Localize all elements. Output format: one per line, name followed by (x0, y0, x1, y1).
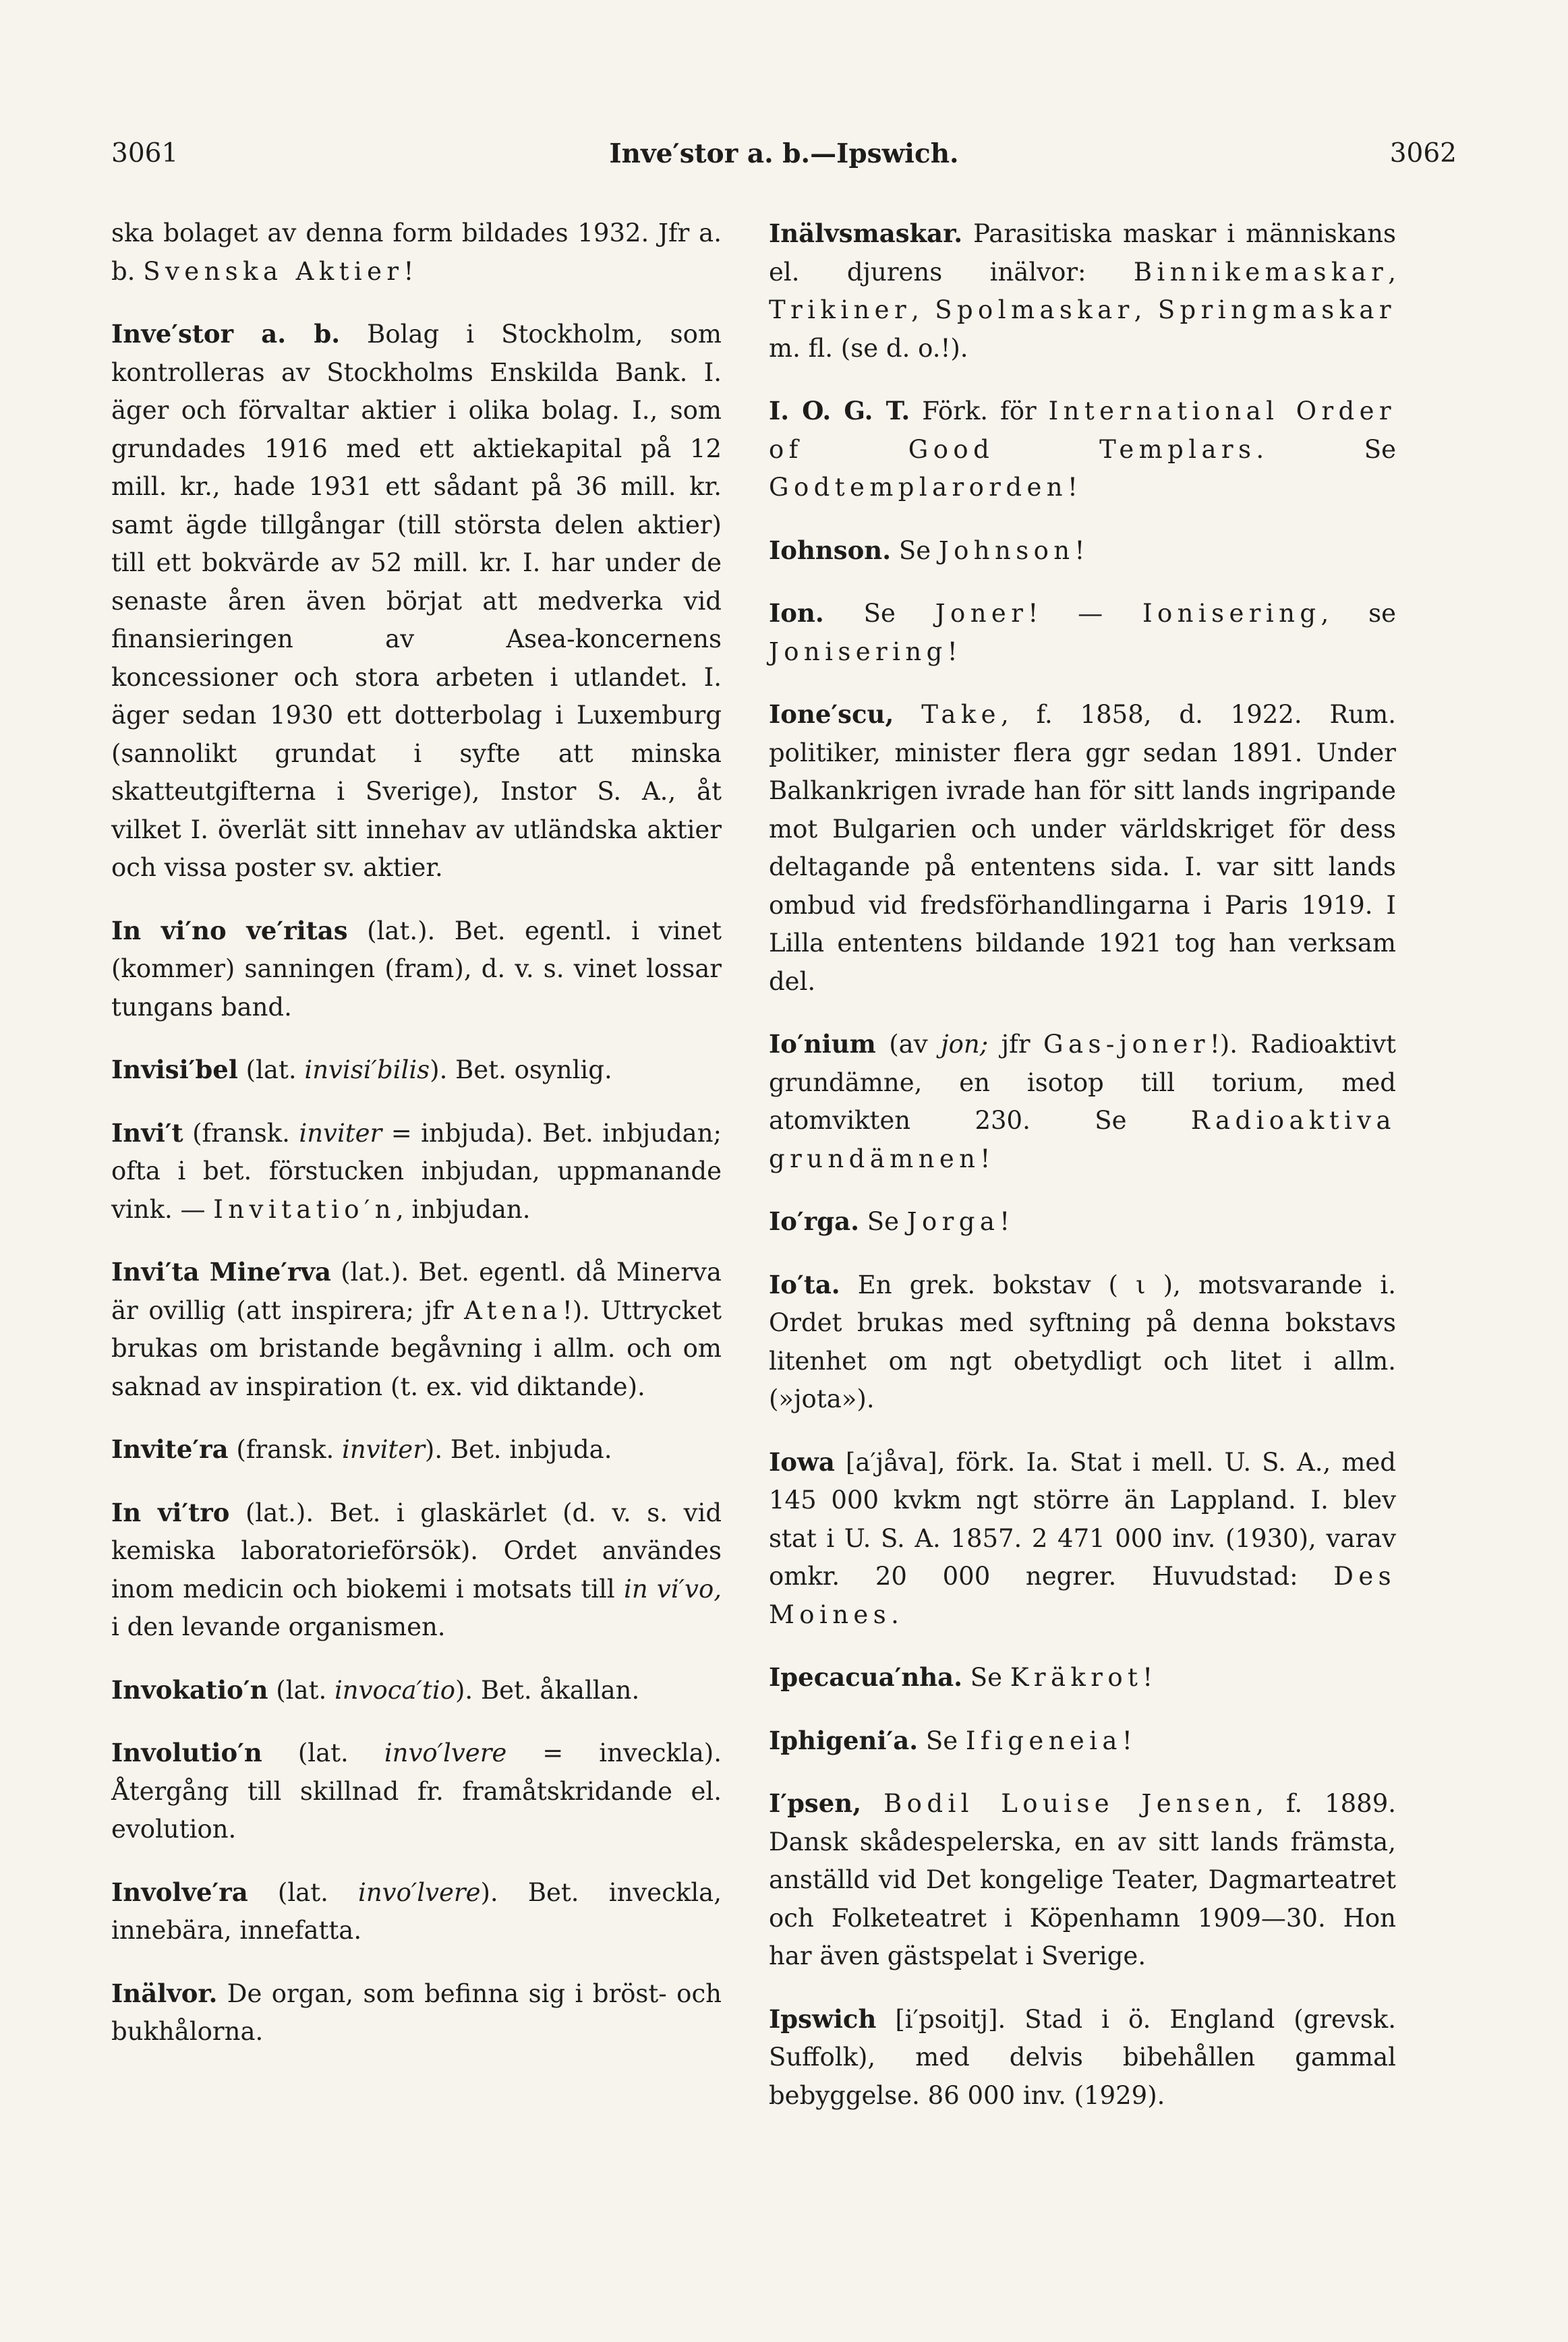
headword: In vi′tro (111, 1497, 230, 1527)
cross-reference: Invitatio′n (213, 1194, 396, 1224)
entry-involution: Involutio′n (lat. invo′lvere = inveckla). Återgång till skillnad fr. framåtskridande el. evolution. (111, 1738, 722, 1844)
cross-reference: Kräkrot (1010, 1663, 1143, 1692)
cross-reference: Des Moines (769, 1562, 1396, 1629)
cross-reference: Ionisering (1142, 599, 1321, 628)
headword: I. O. G. T. (769, 396, 910, 426)
cross-reference: Joner (935, 599, 1028, 628)
entry-iorga: Io′rga. Se Jorga! (769, 1206, 1010, 1236)
entry-involvera: Involve′ra (lat. invo′lvere). Bet. inveckla, innebära, innefatta. (111, 1877, 722, 1945)
headword: Iphigeni′a. (769, 1725, 919, 1755)
cross-reference: Svenska Aktier (143, 256, 404, 286)
headword: Invite′ra (111, 1434, 229, 1464)
cross-reference: Ifigeneia (965, 1726, 1122, 1755)
page-header (111, 138, 1457, 179)
cross-reference: Gas-joner (1043, 1030, 1210, 1059)
headword: Io′rga. (769, 1206, 859, 1236)
entry-invitera: Invite′ra (fransk. inviter). Bet. inbjuda. (111, 1434, 612, 1464)
entry-invokation: Invokatio′n (lat. invoca′tio). Bet. åkallan. (111, 1674, 640, 1705)
entry-ipsen: I′psen, Bodil Louise Jensen, f. 1889. Dansk skådespelerska, en av sitt lands främsta, anställd vid Det kongelige Teater, Dagmarteatret och Folketeatret i Köpenhamn 1909—30. Hon har även gästspelat i Sverige. (769, 1788, 1397, 1970)
headword: Invokatio′n (111, 1674, 268, 1705)
headword: Inälvsmaskar. (769, 218, 963, 248)
cross-reference: Radioaktiva grundämnen (769, 1106, 1396, 1173)
entry-invit: Invi′t (fransk. inviter = inbjuda). Bet. inbjudan; ofta i bet. förstucken inbjudan, uppmanande vink. — Invitatio′n, inbjudan. (111, 1117, 722, 1224)
headword: Involutio′n (111, 1738, 262, 1767)
cross-reference: Godtemplarorden (769, 473, 1068, 502)
entry-continuation: ska bolaget av denna form bildades 1932. Jfr a. b. Svenska Aktier! (111, 218, 722, 286)
entry-inalvor: Inälvor. De organ, som befinna sig i bröst- och bukhålorna. (111, 1978, 722, 2046)
cross-reference: Johnson (938, 535, 1075, 565)
headword: In vi′no ve′ritas (111, 915, 348, 945)
headword: Io′ta. (769, 1269, 840, 1299)
headword: Ipswich (769, 2003, 877, 2034)
page-number-left: 3061 (111, 138, 179, 169)
entry-ipecacuanha: Ipecacua′nha. Se Kräkrot! (769, 1662, 1153, 1692)
headword: Inve′stor a. b. (111, 319, 341, 349)
headword: Io′nium (769, 1029, 876, 1059)
entry-ion: Ion. Se Joner! — Ionisering, se Jonisering! (769, 598, 1396, 666)
page-number-right: 3062 (1389, 138, 1457, 169)
cross-reference: International Order of Good Templars (769, 397, 1396, 464)
cross-reference: Spolmaskar (935, 295, 1134, 324)
headword: Invi′ta Mine′rva (111, 1257, 331, 1287)
headword: Involve′ra (111, 1877, 248, 1907)
running-title: Inve′stor a. b.—Ipswich. (609, 138, 959, 169)
left-column (111, 214, 722, 2076)
cross-reference: Jorga (906, 1207, 1000, 1236)
headword: Iowa (769, 1446, 835, 1477)
entry-in-vino-veritas: In vi′no ve′ritas (lat.). Bet. egentl. i vinet (kommer) sanningen (fram), d. v. s. vinet lossar tungans band. (111, 915, 722, 1022)
entry-iogt: I. O. G. T. Förk. för International Order of Good Templars. Se Godtemplarorden! (769, 396, 1396, 502)
headword: Invisi′bel (111, 1055, 238, 1084)
headword: Ipecacua′nha. (769, 1662, 963, 1692)
entry-ionium: Io′nium (av jon; jfr Gas-joner!). Radioaktivt grundämne, en isotop till torium, med atomvikten 230. Se Radioaktiva grundämnen! (769, 1029, 1396, 1173)
entry-ionescu: Ione′scu, Take, f. 1858, d. 1922. Rum. politiker, minister flera ggr sedan 1891. Under Balkankrigen ivrade han för sitt lands ingripande mot Bulgarien och under världskriget för dess deltagande på ententens sida. I. var sitt lands ombud vid fredsförhandlingarna i Paris 1919. I Lilla ententens bildande 1921 tog han verksam del. (769, 699, 1396, 996)
headword: I′psen, (769, 1788, 862, 1818)
cross-reference: Atena (464, 1295, 562, 1325)
entry-ipswich: Ipswich [i′psoitj]. Stad i ö. England (grevsk. Suffolk), med delvis bibehållen gammal bebyggelse. 86 000 inv. (1929). (769, 2003, 1396, 2110)
headword: Invi′t (111, 1117, 183, 1148)
cross-reference: Binnikemaskar (1133, 257, 1389, 287)
cross-reference: Springmaskar (1157, 295, 1396, 324)
headword: Ione′scu, (769, 699, 894, 729)
headword: Ion. (769, 598, 824, 628)
entry-iohnson: Iohnson. Se Johnson! (769, 535, 1085, 565)
cross-reference: Bodil Louise Jensen (883, 1789, 1256, 1818)
entry-iphigenia: Iphigeni′a. Se Ifigeneia! (769, 1725, 1132, 1755)
entry-inalvsmaskar: Inälvsmaskar. Parasitiska maskar i människans el. djurens inälvor: Binnikemaskar, Trikiner, Spolmaskar, Springmaskar m. fl. (se d. o.!). (769, 218, 1396, 363)
entry-iota: Io′ta. En grek. bokstav ( ι ), motsvarande i. Ordet brukas med syftning på denna bokstavs litenhet om ngt obetydligt och litet i allm. (»jota»). (769, 1269, 1396, 1413)
cross-reference: Jonisering (769, 637, 948, 666)
entry-investor: Inve′stor a. b. Bolag i Stockholm, som kontrolleras av Stockholms Enskilda Bank. I. äger och förvaltar aktier i olika bolag. I., som grundades 1916 med ett aktiekapital på 12 mill. kr., hade 1931 ett sådant på 36 mill. kr. samt ägde tillgångar (till största delen aktier) till ett bokvärde av 52 mill. kr. I. har under de senaste åren även börjat att medverka vid finansieringen av Asea-koncernens koncessioner och stora arbeten i utlandet. I. äger sedan 1930 ett dotterbolag i Luxemburg (sannolikt grundat i syfte att minska skatteutgifterna i Sverige), Instor S. A., åt vilket I. överlät sitt innehav av utländska aktier och vissa poster sv. aktier. (111, 319, 722, 882)
headword: Inälvor. (111, 1978, 218, 2008)
entry-in-vitro: In vi′tro (lat.). Bet. i glaskärlet (d. v. s. vid kemiska laboratorieförsök). Ordet användes inom medicin och biokemi i motsats till in vi′vo, i den levande organismen. (111, 1497, 722, 1641)
cross-reference: Trikiner (769, 295, 912, 324)
cross-reference: Take (921, 700, 1001, 729)
entry-invita-minerva: Invi′ta Mine′rva (lat.). Bet. egentl. då Minerva är ovillig (att inspirera; jfr Atena!). Uttrycket brukas om bristande begåvning i allm. och om saknad av inspiration (t. ex. vid diktande). (111, 1257, 722, 1401)
headword: Iohnson. (769, 535, 892, 565)
entry-invisibel: Invisi′bel (lat. invisi′bilis). Bet. osynlig. (111, 1055, 612, 1084)
entry-iowa: Iowa [a′jåva], förk. Ia. Stat i mell. U. S. A., med 145 000 kvkm ngt större än Lappland. I. blev stat i U. S. A. 1857. 2 471 000 inv. (1930), varav omkr. 20 000 negrer. Huvudstad: Des Moines. (769, 1446, 1396, 1629)
right-column (769, 214, 1396, 2139)
